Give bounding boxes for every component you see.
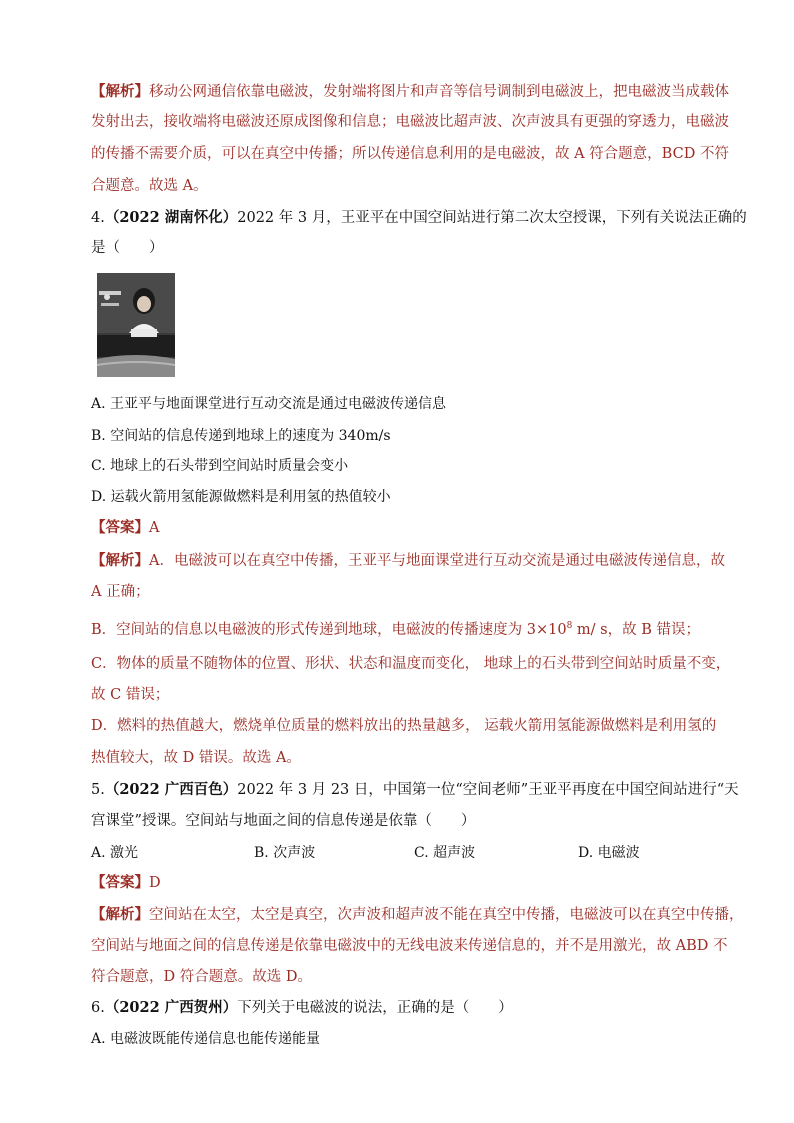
answer-tag: 【答案】 (91, 519, 149, 536)
q4-analysis-b: B．空间站的信息以电磁波的形式传递到地球，电磁波的传播速度为 $3\times 10^8$ m/ s，故 B 错误； (91, 621, 700, 638)
q4-option-d: D. 运载火箭用氢能源做燃料是利用氢的热值较小 (91, 489, 391, 505)
analysis-tag: 【解析】 (91, 83, 149, 100)
question-source: （2022 广西百色） (104, 781, 238, 798)
q4-option-a: A. 王亚平与地面课堂进行互动交流是通过电磁波传递信息 (91, 396, 447, 412)
q5-option-a: A. 激光 (91, 845, 139, 861)
answer-value: D (149, 875, 161, 891)
q4-stem-line-2: 是（ ） (91, 240, 164, 256)
q4-analysis-c-line-2: 故 C 错误； (91, 687, 170, 703)
answer-tag: 【答案】 (91, 874, 149, 891)
q5-answer (91, 873, 161, 893)
q5-option-b: B. 次声波 (254, 845, 316, 861)
answer-value: A (149, 520, 160, 536)
q5-option-c: C. 超声波 (414, 845, 476, 861)
q3-analysis-line-2: 发射出去，接收端将电磁波还原成图像和信息；电磁波比超声波、次声波具有更强的穿透力，电磁波 (91, 114, 729, 130)
q4-analysis-d-line-1: D．燃料的热值越大，燃烧单位质量的燃料放出的热量越多， 运载火箭用氢能源做燃料是利用氢的 (91, 718, 717, 734)
q5-options (91, 842, 711, 862)
q3-analysis-line-3: 的传播不需要介质，可以在真空中传播；所以传递信息利用的是电磁波，故 A 符合题意，BCD 不符 (91, 146, 729, 162)
q4-answer (91, 518, 159, 538)
q5-analysis-line-1: 【解析】空间站在太空，太空是真空，次声波和超声波不能在真空中传播，电磁波可以在真空中传播， (91, 906, 744, 923)
space-lecture-photo (97, 273, 175, 377)
q5-stem-line-1: 5.（2022 广西百色）2022 年 3 月 23 日，中国第一位“空间老师”王亚平再度在中国空间站进行“天 (91, 781, 739, 798)
q6-stem-line-1: 6.（2022 广西贺州）下列关于电磁波的说法，正确的是（ ） (91, 999, 513, 1016)
q4-analysis-d-line-2: 热值较大，故 D 错误。故选 A。 (91, 750, 301, 766)
q4-option-b: B. 空间站的信息传递到地球上的速度为 340m/s (91, 428, 391, 444)
q4-option-c: C. 地球上的石头带到空间站时质量会变小 (91, 458, 349, 474)
analysis-tag: 【解析】 (91, 906, 149, 923)
q5-analysis-line-3: 符合题意，D 符合题意。故选 D。 (91, 969, 312, 985)
q5-analysis-line-2: 空间站与地面之间的信息传递是依靠电磁波中的无线电波来传递信息的，并不是用激光，故 ABD 不 (91, 938, 728, 954)
q3-analysis-line-4: 合题意。故选 A。 (91, 178, 208, 194)
question-source: （2022 湖南怀化） (104, 209, 238, 226)
q5-option-d: D. 电磁波 (578, 845, 640, 861)
q4-analysis-c-line-1: C．物体的质量不随物体的位置、形状、状态和温度而变化， 地球上的石头带到空间站时质量不变， (91, 656, 731, 672)
q4-stem-line-1: 4.（2022 湖南怀化）2022 年 3 月，王亚平在中国空间站进行第二次太空授课，下列有关说法正确的 (91, 209, 747, 226)
question-number: 6. (91, 1000, 105, 1016)
question-source: （2022 广西贺州） (104, 999, 238, 1016)
q4-analysis-a-line-1: 【解析】A．电磁波可以在真空中传播，王亚平与地面课堂进行互动交流是通过电磁波传递信息，故 (91, 552, 725, 569)
q6-option-a: A. 电磁波既能传递信息也能传递能量 (91, 1031, 321, 1047)
question-number: 4. (91, 210, 105, 226)
question-number: 5. (91, 782, 105, 798)
q5-stem-line-2: 宫课堂”授课。空间站与地面之间的信息传递是依靠（ ） (91, 813, 476, 829)
q4-analysis-a-line-2: A 正确； (91, 584, 150, 600)
q3-analysis-line-1: 【解析】移动公网通信依靠电磁波，发射端将图片和声音等信号调制到电磁波上，把电磁波当成载体 (91, 83, 729, 100)
analysis-tag: 【解析】 (91, 552, 149, 569)
